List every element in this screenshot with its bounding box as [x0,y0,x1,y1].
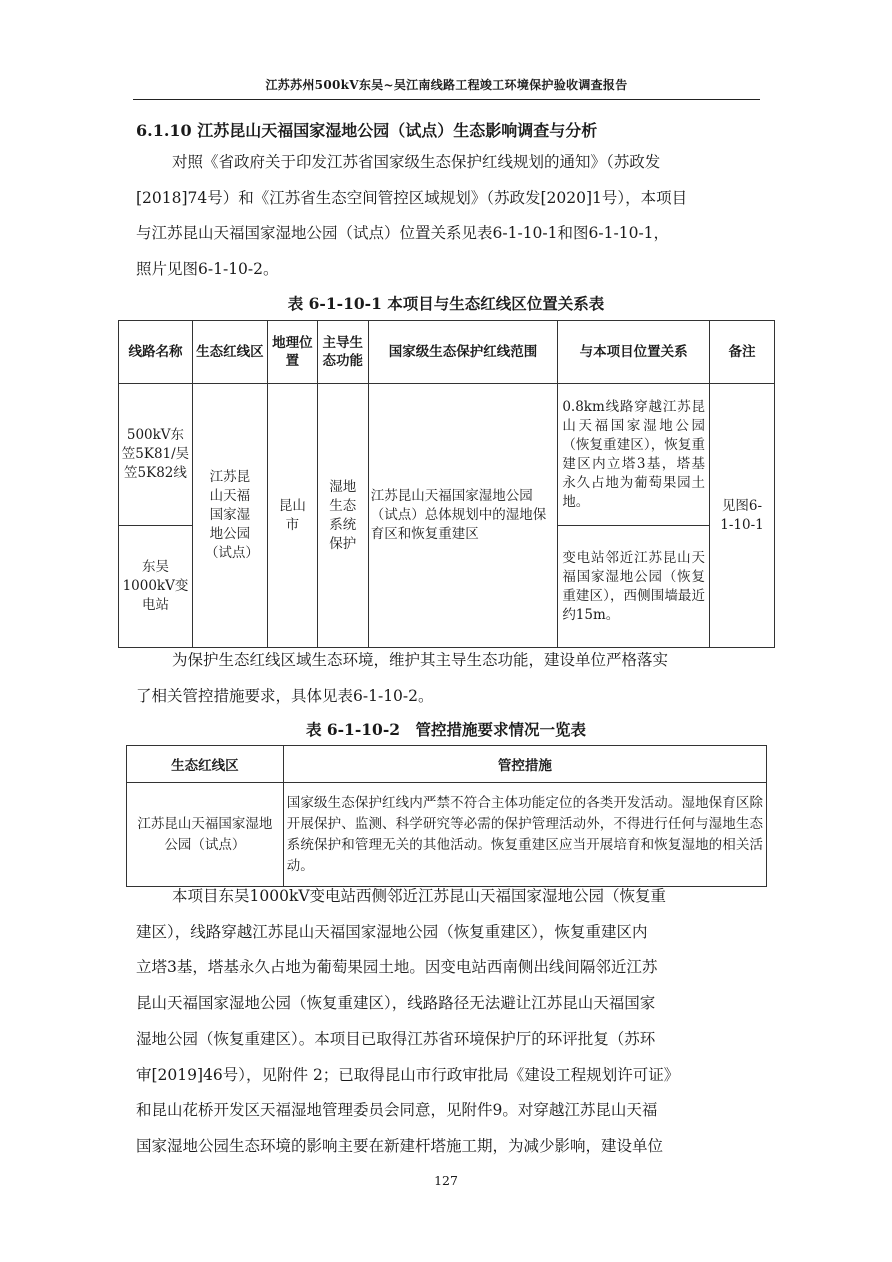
header-zone: 生态红线区 [127,746,284,783]
header-line-name: 线路名称 [119,321,193,384]
header-redline-zone: 生态红线区 [192,321,267,384]
paragraph-measures-intro [136,643,770,714]
paragraph-analysis [136,879,770,1165]
table-header-row [119,321,775,384]
cell-location: 昆山市 [267,384,317,648]
table-row [127,783,767,887]
table-row [119,384,775,526]
cell-redline-zone: 江苏昆山天福国家湿地公园（试点） [192,384,267,648]
text-line: 立塔3基，塔基永久占地为葡萄果园土地。因变电站西南侧出线间隔邻近江苏 [136,958,658,977]
paragraph-intro [136,145,770,288]
cell-relation: 变电站邻近江苏昆山天福国家湿地公园（恢复重建区），西侧围墙最近约15m。 [558,526,710,648]
text-line: 和昆山花桥开发区天福湿地管理委员会同意，见附件9。对穿越江苏昆山天福 [136,1101,658,1120]
cell-line-name: 东吴1000kV变电站 [119,526,193,648]
text-line: 对照《省政府关于印发江苏省国家级生态保护红线规划的通知》（苏政发 [172,153,661,171]
header-note: 备注 [710,321,775,384]
header-function: 主导生态功能 [317,321,368,384]
cell-range: 江苏昆山天福国家湿地公园（试点）总体规划中的湿地保育区和恢复重建区 [368,384,558,648]
header-divider [133,99,760,100]
cell-relation: 0.8km线路穿越江苏昆山天福国家湿地公园（恢复重建区），恢复重建区内立塔3基，塔基永久占地为葡萄果园土地。 [558,384,710,526]
table2-caption: 表 6-1-10-2 管控措施要求情况一览表 [305,720,587,739]
cell-measures: 国家级生态保护红线内严禁不符合主体功能定位的各类开发活动。湿地保育区除开展保护、监测、科学研究等必需的保护管理活动外，不得进行任何与湿地生态系统保护和管理无关的其他活动。恢复重建区应当开展培育和恢复湿地的相关活动。 [283,783,766,887]
section-title: 6.1.10 江苏昆山天福国家湿地公园（试点）生态影响调查与分析 [136,121,598,140]
header-range: 国家级生态保护红线范围 [368,321,558,384]
text-line: 了相关管控措施要求，具体见表6-1-10-2。 [136,686,434,705]
text-line: 照片见图6-1-10-2。 [136,260,279,279]
cell-note: 见图6-1-10-1 [710,384,775,648]
text-line: 为保护生态红线区域生态环境，维护其主导生态功能，建设单位严格落实 [172,651,669,669]
text-line: 与江苏昆山天福国家湿地公园（试点）位置关系见表6-1-10-1和图6-1-10-1， [136,224,670,243]
text-line: 审[2019]46号），见附件 2；已取得昆山市行政审批局《建设工程规划许可证》 [136,1065,680,1084]
cell-function: 湿地生态系统保护 [317,384,368,648]
text-line: 湿地公园（恢复重建区）。本项目已取得江苏省环境保护厅的环评批复（苏环 [136,1029,656,1048]
table-header-row [127,746,767,783]
running-header: 江苏苏州500kV东吴~吴江南线路工程竣工环境保护验收调查报告 [265,78,628,92]
text-line: 昆山天福国家湿地公园（恢复重建区），线路路径无法避让江苏昆山天福国家 [136,994,656,1013]
header-relation: 与本项目位置关系 [558,321,710,384]
cell-zone: 江苏昆山天福国家湿地公园（试点） [127,783,284,887]
text-line: 国家湿地公园生态环境的影响主要在新建杆塔施工期，为减少影响，建设单位 [136,1136,664,1155]
header-location: 地理位置 [267,321,317,384]
cell-line-name: 500kV东笠5K81/吴笠5K82线 [119,384,193,526]
text-line: [2018]74号）和《江苏省生态空间管控区域规划》（苏政发[2020]1号），本项目 [136,188,688,207]
page-number: 127 [434,1173,458,1188]
table-redline-relation [118,320,775,648]
table-control-measures [126,745,767,887]
text-line: 本项目东吴1000kV变电站西侧邻近江苏昆山天福国家湿地公园（恢复重 [172,887,667,905]
table1-caption: 表 6-1-10-1 本项目与生态红线区位置关系表 [287,294,605,313]
header-measures: 管控措施 [283,746,766,783]
text-line: 建区），线路穿越江苏昆山天福国家湿地公园（恢复重建区），恢复重建区内 [136,922,648,941]
